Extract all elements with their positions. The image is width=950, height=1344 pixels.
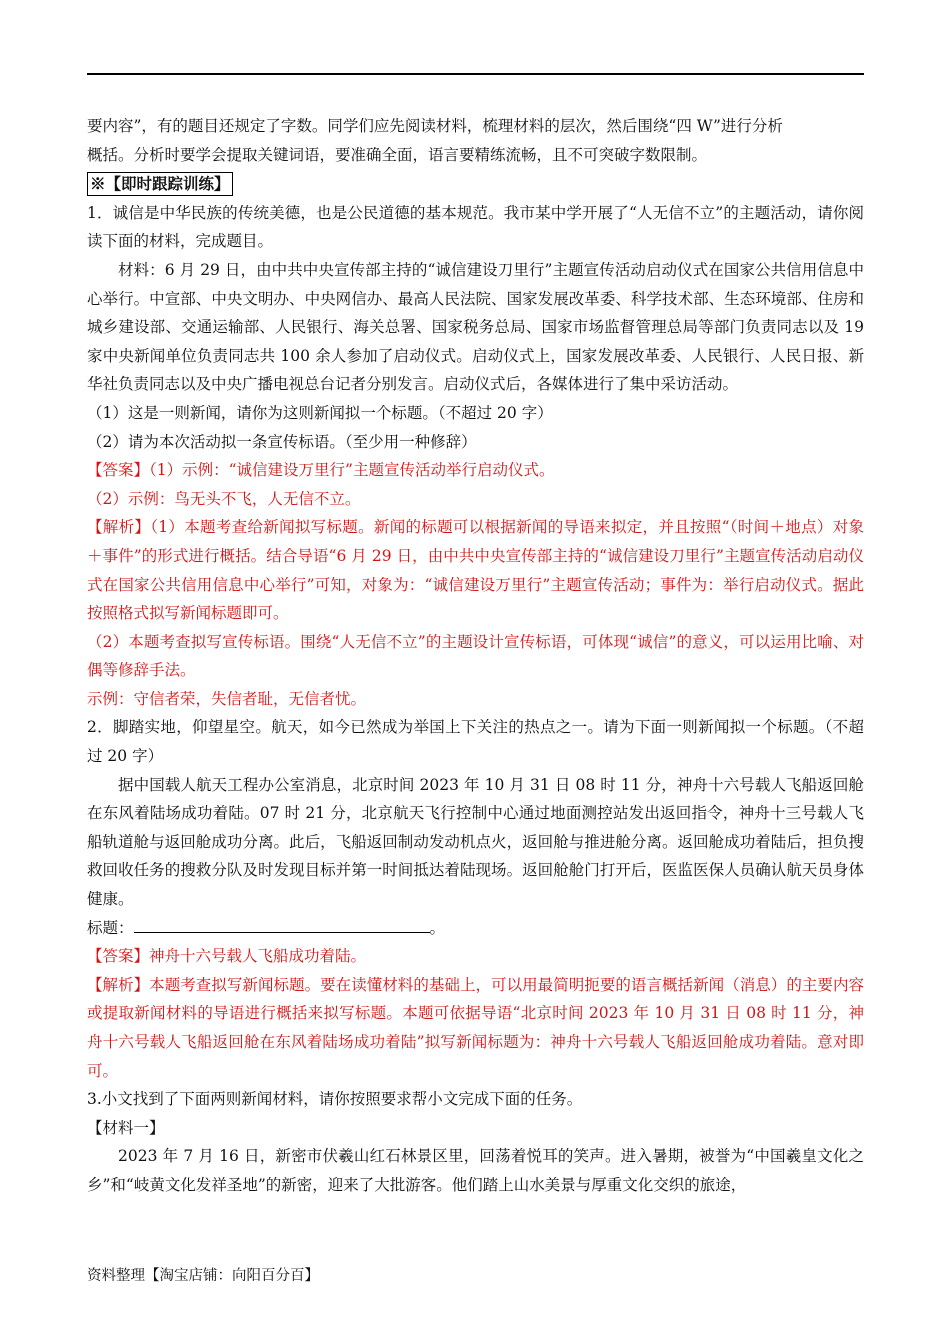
- q1-material: 材料：6 月 29 日，由中共中央宣传部主持的“诚信建设刀里行”主题宣传活动启动仪式在国家公共信用信息中心举行。中宣部、中央文明办、中央网信办、最高人民法院、国家发展改革委、科学技术部、生态环境部、住房和城乡建设部、交通运输部、人民银行、海关总署、国家税务总局、国家市场监督管理总局等部门负责同志以及 19 家中央新闻单位负责同志共 100 余人参加了启动仪式。启动仪式上，国家发展改革委、人民银行、人民日报、新华社负责同志以及中央广播电视总台记者分别发言。启动仪式后，各媒体进行了集中采访活动。: [87, 260, 864, 394]
- q3-material-label: 【材料一】: [87, 1118, 165, 1137]
- intro-line-1: 要内容”，有的题目还规定了字数。同学们应先阅读材料，梳理材料的层次，然后围绕“四 W”进行分析: [87, 117, 783, 135]
- section-heading: ※【即时跟踪训练】: [87, 172, 233, 196]
- q3-material-1: 2023 年 7 月 16 日，新密市伏羲山红石林景区里，回荡着悦耳的笑声。进入暑期，被誉为“中国羲皇文化之乡”和“岐黄文化发祥圣地”的新密，迎来了大批游客。他们踏上山水美景与厚重文化交织的旅途，: [87, 1147, 864, 1194]
- q2-stem: 2．脚踏实地，仰望星空。航天，如今已然成为举国上下关注的热点之一。请为下面一则新闻拟一个标题。（不超过 20 字）: [87, 718, 864, 766]
- q2-material: 据中国载人航天工程办公室消息，北京时间 2023 年 10 月 31 日 08 时 11 分，神舟十六号载人飞船返回舱在东风着陆场成功着陆。07 时 21 分，北京航天飞行控制中心通过地面测控站发出返回指令，神舟十三号载人飞船轨道舱与返回舱成功分离。此后，飞船返回制动发动机点火，返回舱与推进舱分离。返回舱成功着陆后，担负搜救回收任务的搜救分队及时发现目标并第一时间抵达着陆现场。返回舱舱门打开后，医监医保人员确认航天员身体健康。: [87, 775, 864, 909]
- q2-title-label: 标题：: [87, 918, 134, 937]
- title-answer-blank[interactable]: [134, 916, 430, 933]
- q1-analysis-2: （2）本题考查拟写宣传标语。围绕“人无信不立”的主题设计宣传标语，可体现“诚信”的意义，可以运用比喻、对偶等修辞手法。: [87, 632, 864, 680]
- q1-answer-1: 【答案】（1）示例：“诚信建设万里行”主题宣传活动举行启动仪式。: [87, 461, 555, 480]
- q3-stem: 3.小文找到了下面两则新闻材料，请你按照要求帮小文完成下面的任务。: [87, 1090, 583, 1109]
- q1-sub-question-1: （1）这是一则新闻，请你为这则新闻拟一个标题。（不超过 20 字）: [87, 403, 553, 422]
- header-rule: [87, 73, 864, 75]
- q2-analysis: 【解析】本题考查拟写新闻标题。要在读懂材料的基础上，可以用最简明扼要的语言概括新闻（消息）的主要内容或提取新闻材料的导语进行概括来拟写标题。本题可依据导语“北京时间 2023 年 10 月 31 日 08 时 11 分，神舟十六号载人飞船返回舱在东风着陆场成功着陆”拟写新闻标题为：神舟十六号载人飞船返回舱成功着陆。意对即可。: [87, 975, 864, 1080]
- q1-stem: 1．诚信是中华民族的传统美德，也是公民道德的基本规范。我市某中学开展了“人无信不立”的主题活动，请你阅读下面的材料，完成题目。: [87, 203, 864, 251]
- page-content: [87, 112, 864, 1200]
- q1-analysis-1: 【解析】（1）本题考查给新闻拟写标题。新闻的标题可以根据新闻的导语来拟定，并且按照“（时间＋地点）对象＋事件”的形式进行概括。结合导语“6 月 29 日，由中共中央宣传部主持的“诚信建设刀里行”主题宣传活动启动仪式在国家公共信用信息中心举行”可知，对象为：“诚信建设万里行”主题宣传活动；事件为：举行启动仪式。据此按照格式拟写新闻标题即可。: [87, 518, 864, 623]
- q1-example: 示例：守信者荣，失信者耻，无信者忧。: [87, 689, 367, 708]
- intro-line-2: 概括。分析时要学会提取关键词语，要准确全面，语言要精练流畅，且不可突破字数限制。: [87, 145, 708, 164]
- q2-title-end: 。: [429, 918, 446, 937]
- q2-title-line: [87, 914, 864, 943]
- q2-answer: 【答案】神舟十六号载人飞船成功着陆。: [87, 947, 367, 966]
- page-footer: 资料整理【淘宝店铺：向阳百分百】: [87, 1268, 319, 1284]
- q1-answer-2: （2）示例：鸟无头不飞，人无信不立。: [87, 489, 361, 508]
- q1-sub-question-2: （2）请为本次活动拟一条宣传标语。（至少用一种修辞）: [87, 432, 477, 451]
